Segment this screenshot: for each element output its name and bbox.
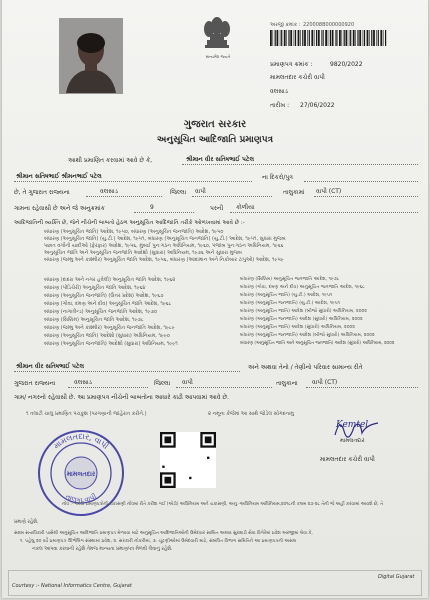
resident-taluka: વાપી (CT) [312, 379, 338, 386]
serial-number: 9 [150, 204, 154, 211]
seal-top-text: મામલતદાર, વાપી [51, 431, 111, 451]
footer-digital-gujarat: Digital Gujarat [378, 574, 415, 580]
right-order: બંધારણ (અનુસૂચિત જનજાતિ) આદેશ (સુધારો) અધિનિયમ, ૨૦૦૨ [240, 317, 363, 322]
order-line: બંધારણ (અનુસૂચિત જાતિ) આદેશ, ૧૯૫૦, બંધારણ (અનુસૂચિત જનજાતિ) આદેશ, ૧૯૫૦ [44, 229, 224, 235]
holder-name: શ્રીમાન વીર સતિષભાઈ પટેલ [186, 156, 254, 163]
holder-name-repeat: શ્રીમાન વીર સતિષભાઈ પટેલ [16, 363, 84, 370]
left-order: બંધારણ (સિક્કિમ) અનુસૂચિત જાતિ આદેશ, ૧૯૭૮ [44, 317, 144, 323]
emblem-caption: સત્યમેવ જયતે [205, 54, 231, 59]
note-line: સક્ષમ સત્તાધિકારી પાસેથી અનુસૂચિત આદિજાતિ પ્રમાણપત્ર મેળવવા માટે અનુસૂચિત આદિજાતિઓની ઉમેદવાર સાબિત અથવા સુરક્ષાડી સેવા વિગેરેમાં પ્રવેશ અરજીમાં લેવા કે, [14, 531, 313, 536]
family-text: અને અથવા તેનો / તેણીનો પરિવાર સામાન્ય રીતે [248, 364, 363, 371]
certificate-number: 9820/2022 [330, 61, 363, 68]
caste: કોળીયા [236, 204, 255, 211]
state-text: છે, તે ગુજરાત રાજ્યના [14, 189, 70, 196]
taluka: વાપી (CT) [316, 188, 342, 195]
resident-district-label: જિલ્લા [154, 380, 171, 387]
issue-date-label: તારીખ : [270, 102, 290, 109]
seal-bottom-text: તાલુકા વાપી [64, 492, 98, 505]
issue-date: 27/06/2022 [300, 102, 335, 109]
svg-text:મામલતદાર, વાપી [52, 432, 110, 451]
resident-district: વાપી [182, 379, 193, 386]
certificate-page [2, 0, 428, 598]
right-order: બંધારણ (અનુસૂચિત જાતિ) આદેશ (બીજો સુધારો) અધિનિયમ, ૨૦૦૨ [240, 309, 367, 314]
son-of-text: ના દિકરો/પુત્ર [262, 174, 294, 181]
note-line: નોંધ :- આવી પ્રમાણપત્રોની ચકાસણી નોંધમાં રીતે કરીશ ગઈ (એડી) અધિનિયમ અને ચકાસણી, અનુ.-અધિનિયમ અધિનિયમ,૨૦૧૮ની કલમ ૨૭-૨૮ તેની જે અહીં કરવામાં આવશે છે, તે [62, 502, 384, 507]
left-order: બંધારણ (જમ્મુ અને કાશ્મીર) અનુસૂચિત જનજાતિ આદેશ, ૧૯૮૯ [44, 325, 175, 331]
village-label: ગામના રહેવાસી છે અને જે અનુક્રમાંક [14, 205, 105, 212]
qr-code [160, 432, 216, 488]
order-line: બંધારણ (જમ્મુ અને કાશ્મીર) અનુસૂચિત જાતિ આદેશ, ૧૯૫૬, બંધારણ (આંદામાન અને નિકોબાર ટાપુઓ) આદેશ, ૧૯૫૯ [44, 257, 284, 263]
resident-district-value: વલસાડ [74, 379, 92, 386]
order-line: પછાત વર્ગોની યાદીઓ (ફેરફાર) આદેશ, ૧૯૫૬, મુંબઈ પુનઃગઠન અધિનિયમ, ૧૯૬૦, પંજાબ પુનઃગઠન અધિનિયમ, ૧૯૬૬ [44, 243, 284, 249]
left-order: બંધારણ (નાગાલેન્ડ) અનુસૂચિત જનજાતિ આદેશ, ૧૯૭૦ [44, 309, 157, 315]
resident-taluka-label: તાલુકાના [276, 380, 298, 387]
applicant-photo [59, 18, 123, 94]
father-name: શ્રીમાન સતિષભાઈ શ્રીમનભાઈ પટેલ [16, 173, 102, 180]
taluka-label: તાલુકામાં [283, 189, 305, 196]
declaration-text: આદિજાતિની વ્યક્તિ છે, જેને નીચેની બાબતો હેઠળ અનુસૂચિત આદિજાતિ તરીકે ઓળખવામાં આવે છે :- [14, 220, 245, 226]
right-order: બંધારણ (અનુસૂચિત જાતિ) આદેશ (સુધારો) અધિનિયમ, ૨૦૦૨ [240, 325, 355, 330]
footer-courtesy: Courtesy :- National Informatics Centre, Gujarat [12, 583, 132, 589]
note-line: ૧. પહેલુ ૨૦ વર્ષે પ્રમાણપત્ર ઊભેલિંગ સંસ્થામાં પ્રવેશ, ૨. સરકારી નોકરીમાં, ૩. ચૂંટણીઓમાં ઉમેદવારી માટે, સંબંધિત વિભાગ સમિતિને આ પ્રમાણપત્રની અસલ [20, 539, 297, 544]
basis-item-1: ૧ તલાટી ચાલુ પ્રમાણિત પંચકુ્શ (પરગણાની જાહેરાત કરીને.) [26, 411, 147, 417]
note-line: નકલ આપવા કરવાની રહેશે તેમજ માન્યતા પ્રમાણપત્ર મેળવી લેવાનું રહેશે. [32, 547, 173, 552]
seal-middle-text: મામલતદાર [66, 470, 96, 478]
signatory-title: મામલતદાર [340, 438, 365, 444]
issuing-office: મામલતદાર કચેરી વાપી [270, 74, 325, 81]
left-order: બંધારણ (અનુસૂચિત જનજાતિ) (ઉત્તર પ્રદેશ) આદેશ, ૧૯૬૭ [44, 293, 164, 299]
signatory-office: મામલતદાર કચેરી વાપી [320, 456, 375, 463]
right-order: બંધારણ (અનુસૂચિત જાતિ) (યુ.ટી.) આદેશ, ૧૯૫૧ [240, 293, 333, 298]
order-line: અનુસૂચિત જાતિ અને અનુસૂચિત જનજાતિ આદેશો (સુધારા) અધિનિયમ, ૧૯૭૬ અને સુધારા મુજબ [44, 250, 242, 256]
order-line: બંધારણ (અનુસૂચિત જાતિ) (યુ.ટી.) આદેશ, ૧૯૫૧, બંધારણ (અનુસૂચિત જનજાતિ) (યુ.ટી.) આદેશ, ૧૯૫૧, સુધારા મુજબ [44, 236, 286, 242]
resident-state: ગુજરાત રાજ્યના [14, 380, 56, 387]
right-order: બંધારણ (અનુસૂચિત જનજાતિ) (યુ.ટી.) આદેશ, ૧૯૫૧ [240, 301, 341, 306]
barcode [270, 30, 388, 46]
note-line: પ્રમાણે રહેશે. [14, 520, 39, 525]
basis-item-2: ૨ નમૂના કેજેમાં આ સાથે જોડેલ સોગંદનામુ [208, 411, 294, 417]
district-label: જિલ્લા [170, 189, 187, 196]
left-order: બંધારણ (અનુસૂચિત જનજાતિ) આદેશો (સુધારા) અધિનિયમ, ૧૯૯૧ [44, 341, 178, 347]
certificate-number-label: પ્રમાણપત્ર ક્રમાંક : [270, 61, 313, 68]
intro-text: આથી પ્રમાણિત કરવામાં આવે છે કે, [68, 157, 153, 164]
caste-label: પરની [210, 205, 224, 212]
village-line: ગામ/ નગરનો રહેવાસી છે. આ પ્રમાણપત્ર નીચેની બાબતોના આધારે કાઢી આપવામાં આવે છે. [14, 394, 229, 401]
left-order: બંધારણ (અનુસૂચિત જાતિ) આદેશો (સુધારા) અધિનિયમ, ૧૯૯૦ [44, 333, 170, 339]
certificate-title: અનુસૂચિત આદિજાતિ પ્રમાણપત્ર [156, 135, 274, 145]
government-title: ગુજરાત સરકાર [183, 119, 247, 130]
right-order: બંધારણ (ગોવા, દમણ અને દીવ) અનુસૂચિત જનજાતિ આદેશ, ૧૯૬૮ [240, 285, 365, 290]
application-number: 220008B000000920 [303, 22, 355, 28]
district: વાપી [195, 188, 206, 195]
left-order: બંધારણ (પોંડિચેરી) અનુસૂચિત જાતિ આદેશ, ૧૯૬૪ [44, 285, 146, 291]
issuing-district: વલસાડ [270, 88, 288, 95]
right-order: બંધારણ (સિક્કિમ) અનુસૂચિત જનજાતિ આદેશ, ૧૯૭૮ [240, 277, 340, 282]
application-number-label: અરજી ક્રમાંક : [270, 22, 301, 28]
right-order: બંધારણ (અનુસૂચિત જનજાતિ) આદેશ (બીજો સુધારો) અધિનિયમ, ૨૦૦૨ [240, 333, 375, 338]
state-district: વલસાડ [100, 188, 118, 195]
signature-text: Kemtel [336, 420, 369, 430]
left-order: બંધારણ (ગોવા, દમણ અને દીવ) અનુસૂચિત જાતિ આદેશ, ૧૯૬૮ [44, 301, 172, 307]
right-order: બંધારણ (અનુસૂચિત જાતિ અને અનુસૂચિત જનજાતિ) આદેશ (સુધારો) અધિનિયમ, ૨૦૦૨ [240, 341, 395, 346]
left-order: બંધારણ (દાદરા અને નગર હવેલી) અનુસૂચિત જાતિ આદેશ, ૧૯૬૨ [44, 277, 176, 283]
